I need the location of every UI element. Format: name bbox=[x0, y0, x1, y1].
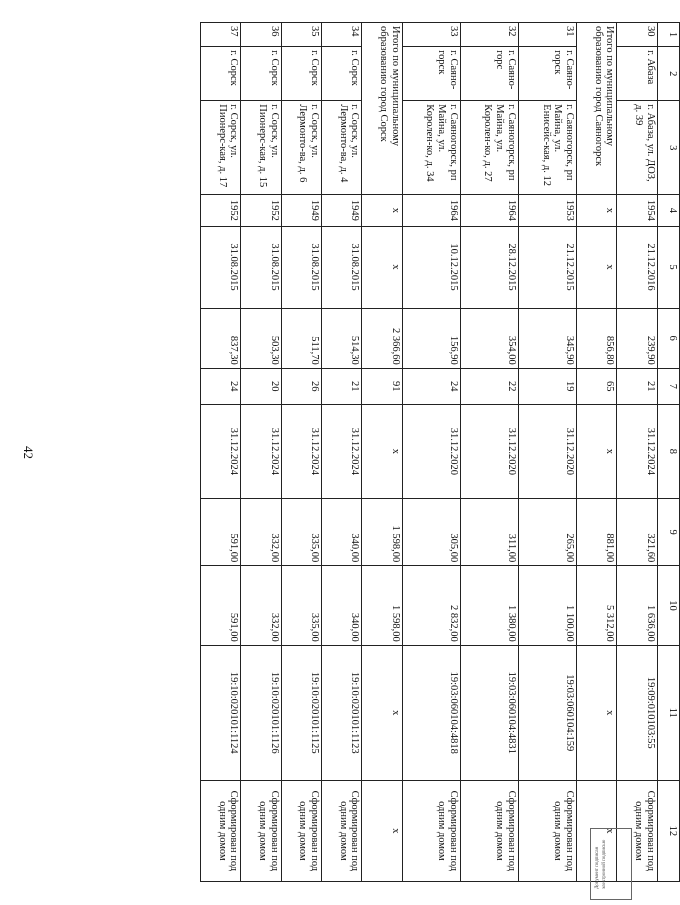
value-cell: 1 636,00 bbox=[617, 566, 657, 646]
value-cell: 265,00 bbox=[518, 498, 576, 565]
cadastral-number-cell: 19:10:020101:1124 bbox=[201, 645, 241, 780]
row-number-cell: 32 bbox=[460, 23, 518, 47]
status-cell: х bbox=[577, 780, 617, 881]
date-cell: 31.08.2015 bbox=[281, 226, 321, 308]
status-cell: Сформирован под одним домом bbox=[402, 780, 460, 881]
year-cell: х bbox=[362, 195, 402, 226]
city-cell: г. Абаза bbox=[617, 47, 657, 101]
value-cell: 591,00 bbox=[201, 566, 241, 646]
table-row bbox=[460, 23, 518, 882]
value-cell: 1 380,00 bbox=[460, 566, 518, 646]
year-cell: 1953 bbox=[518, 195, 576, 226]
count-cell: 65 bbox=[577, 368, 617, 404]
column-number: 9 bbox=[657, 498, 679, 565]
year-cell: 1954 bbox=[617, 195, 657, 226]
year-cell: х bbox=[577, 195, 617, 226]
value-cell: 340,00 bbox=[321, 566, 361, 646]
value-cell: 1 598,00 bbox=[362, 566, 402, 646]
cadastral-number-cell: 19:10:020101:1126 bbox=[241, 645, 281, 780]
cadastral-number-cell: 19:03:060104:4818 bbox=[402, 645, 460, 780]
value-cell: 881,00 bbox=[577, 498, 617, 565]
area-cell: 514,30 bbox=[321, 308, 361, 368]
column-number: 5 bbox=[657, 226, 679, 308]
area-cell: 156,90 bbox=[402, 308, 460, 368]
row-number-cell: 35 bbox=[281, 23, 321, 47]
status-cell: Сформирован под одним домом bbox=[281, 780, 321, 881]
deadline-cell: х bbox=[577, 404, 617, 498]
deadline-cell: 31.12.2024 bbox=[281, 404, 321, 498]
year-cell: 1952 bbox=[201, 195, 241, 226]
count-cell: 20 bbox=[241, 368, 281, 404]
column-number: 12 bbox=[657, 780, 679, 881]
value-cell: 2 832,00 bbox=[402, 566, 460, 646]
area-cell: 856,80 bbox=[577, 308, 617, 368]
city-cell: г. Сорск bbox=[321, 47, 361, 101]
status-cell: Сформирован под одним домом bbox=[518, 780, 576, 881]
housing-table bbox=[200, 22, 680, 882]
address-cell: г. Абаза, ул. ДОЗ, д. 39 bbox=[617, 101, 657, 195]
value-cell: 332,00 bbox=[241, 498, 281, 565]
deadline-cell: 31.12.2020 bbox=[518, 404, 576, 498]
city-cell: г. Саяно-горск bbox=[518, 47, 576, 101]
cadastral-number-cell: 19:03:060104:4831 bbox=[460, 645, 518, 780]
year-cell: 1949 bbox=[281, 195, 321, 226]
column-number-row bbox=[657, 23, 679, 882]
address-cell: г. Саяногорск, рп Майна, ул. Енисейс-кая, д. 12 bbox=[518, 101, 576, 195]
value-cell: 321,60 bbox=[617, 498, 657, 565]
city-cell: г. Саяно-горс bbox=[460, 47, 518, 101]
column-number: 7 bbox=[657, 368, 679, 404]
deadline-cell: 31.12.2020 bbox=[402, 404, 460, 498]
table-row bbox=[241, 23, 281, 882]
status-cell: х bbox=[362, 780, 402, 881]
count-cell: 24 bbox=[201, 368, 241, 404]
row-number-cell: 37 bbox=[201, 23, 241, 47]
count-cell: 21 bbox=[617, 368, 657, 404]
column-number: 3 bbox=[657, 101, 679, 195]
total-row bbox=[577, 23, 617, 882]
status-cell: Сформирован под одним домом bbox=[321, 780, 361, 881]
value-cell: 1 598,00 bbox=[362, 498, 402, 565]
cadastral-number-cell: 19:10:020101:1123 bbox=[321, 645, 361, 780]
value-cell: 311,00 bbox=[460, 498, 518, 565]
city-cell: г. Саяно-горск bbox=[402, 47, 460, 101]
date-cell: 31.08.2015 bbox=[241, 226, 281, 308]
date-cell: 21.12.2015 bbox=[518, 226, 576, 308]
total-label-cell: Итого по муниципальному образованию город Саяногорск bbox=[577, 23, 617, 195]
city-cell: г. Сорск bbox=[241, 47, 281, 101]
rotated-table-area bbox=[100, 22, 680, 882]
count-cell: 24 bbox=[402, 368, 460, 404]
status-cell: Сформирован под одним домом bbox=[241, 780, 281, 881]
column-number: 2 bbox=[657, 47, 679, 101]
count-cell: 22 bbox=[460, 368, 518, 404]
row-number-cell: 33 bbox=[402, 23, 460, 47]
column-number: 10 bbox=[657, 566, 679, 646]
page-number: 42 bbox=[21, 446, 36, 459]
row-number-cell: 36 bbox=[241, 23, 281, 47]
table-row bbox=[617, 23, 657, 882]
row-number-cell: 34 bbox=[321, 23, 361, 47]
total-row bbox=[362, 23, 402, 882]
table-body bbox=[201, 23, 680, 882]
deadline-cell: 31.12.2020 bbox=[460, 404, 518, 498]
deadline-cell: 31.12.2024 bbox=[241, 404, 281, 498]
year-cell: 1964 bbox=[460, 195, 518, 226]
deadline-cell: х bbox=[362, 404, 402, 498]
date-cell: 31.08.2015 bbox=[201, 226, 241, 308]
status-cell: Сформирован под одним домом bbox=[201, 780, 241, 881]
deadline-cell: 31.12.2024 bbox=[617, 404, 657, 498]
count-cell: 19 bbox=[518, 368, 576, 404]
row-number-cell: 30 bbox=[617, 23, 657, 47]
address-cell: г. Сорск, ул. Пионерс-кая, д. 15 bbox=[241, 101, 281, 195]
area-cell: 354,00 bbox=[460, 308, 518, 368]
value-cell: 335,00 bbox=[281, 498, 321, 565]
area-cell: 2 366,60 bbox=[362, 308, 402, 368]
count-cell: 21 bbox=[321, 368, 361, 404]
table-row bbox=[201, 23, 241, 882]
status-cell: Сформирован под одним домом bbox=[460, 780, 518, 881]
deadline-cell: 31.12.2024 bbox=[201, 404, 241, 498]
address-cell: г. Саяногорск, рп Майна, ул. Королен-ко, д. 27 bbox=[460, 101, 518, 195]
area-cell: 837,30 bbox=[201, 308, 241, 368]
signature-stamp bbox=[590, 828, 632, 900]
address-cell: г. Сорск, ул. Лермонто-ва, д. 6 bbox=[281, 101, 321, 195]
cadastral-number-cell: 19:03:060104:159 bbox=[518, 645, 576, 780]
year-cell: 1964 bbox=[402, 195, 460, 226]
count-cell: 91 bbox=[362, 368, 402, 404]
value-cell: 335,00 bbox=[281, 566, 321, 646]
area-cell: 503,30 bbox=[241, 308, 281, 368]
table-row bbox=[321, 23, 361, 882]
value-cell: 591,00 bbox=[201, 498, 241, 565]
column-number: 6 bbox=[657, 308, 679, 368]
address-cell: г. Сорск, ул. Пионерс-кая, д. 17 bbox=[201, 101, 241, 195]
address-cell: г. Сорск, ул. Лермонто-ва, д. 4 bbox=[321, 101, 361, 195]
area-cell: 239,90 bbox=[617, 308, 657, 368]
row-number-cell: 31 bbox=[518, 23, 576, 47]
column-number: 1 bbox=[657, 23, 679, 47]
area-cell: 345,90 bbox=[518, 308, 576, 368]
value-cell: 5 312,00 bbox=[577, 566, 617, 646]
cadastral-number-cell: 19:10:020101:1125 bbox=[281, 645, 321, 780]
table-row bbox=[518, 23, 576, 882]
value-cell: 332,00 bbox=[241, 566, 281, 646]
date-cell: 28.12.2015 bbox=[460, 226, 518, 308]
count-cell: 26 bbox=[281, 368, 321, 404]
year-cell: 1952 bbox=[241, 195, 281, 226]
cadastral-number-cell: 19:09:010103:55 bbox=[617, 645, 657, 780]
value-cell: 1 100,00 bbox=[518, 566, 576, 646]
column-number: 8 bbox=[657, 404, 679, 498]
city-cell: г. Сорск bbox=[281, 47, 321, 101]
city-cell: г. Сорск bbox=[201, 47, 241, 101]
deadline-cell: 31.12.2024 bbox=[321, 404, 361, 498]
cadastral-number-cell: х bbox=[577, 645, 617, 780]
column-number: 4 bbox=[657, 195, 679, 226]
date-cell: х bbox=[577, 226, 617, 308]
table-row bbox=[402, 23, 460, 882]
address-cell: г. Саяногорск, рп Майна, ул. Королен-ко, д. 34 bbox=[402, 101, 460, 195]
table-row bbox=[281, 23, 321, 882]
cadastral-number-cell: х bbox=[362, 645, 402, 780]
value-cell: 305,00 bbox=[402, 498, 460, 565]
year-cell: 1949 bbox=[321, 195, 361, 226]
column-number: 11 bbox=[657, 645, 679, 780]
status-cell: Сформирован под одним домом bbox=[617, 780, 657, 881]
date-cell: 31.08.2015 bbox=[321, 226, 361, 308]
total-label-cell: Итого по муниципальному образованию город Сорск bbox=[362, 23, 402, 195]
value-cell: 340,00 bbox=[321, 498, 361, 565]
stamp-text: Документ подписан электронной подписью bbox=[595, 839, 607, 889]
area-cell: 511,70 bbox=[281, 308, 321, 368]
date-cell: 10.12.2015 bbox=[402, 226, 460, 308]
date-cell: 21.12.2016 bbox=[617, 226, 657, 308]
date-cell: х bbox=[362, 226, 402, 308]
